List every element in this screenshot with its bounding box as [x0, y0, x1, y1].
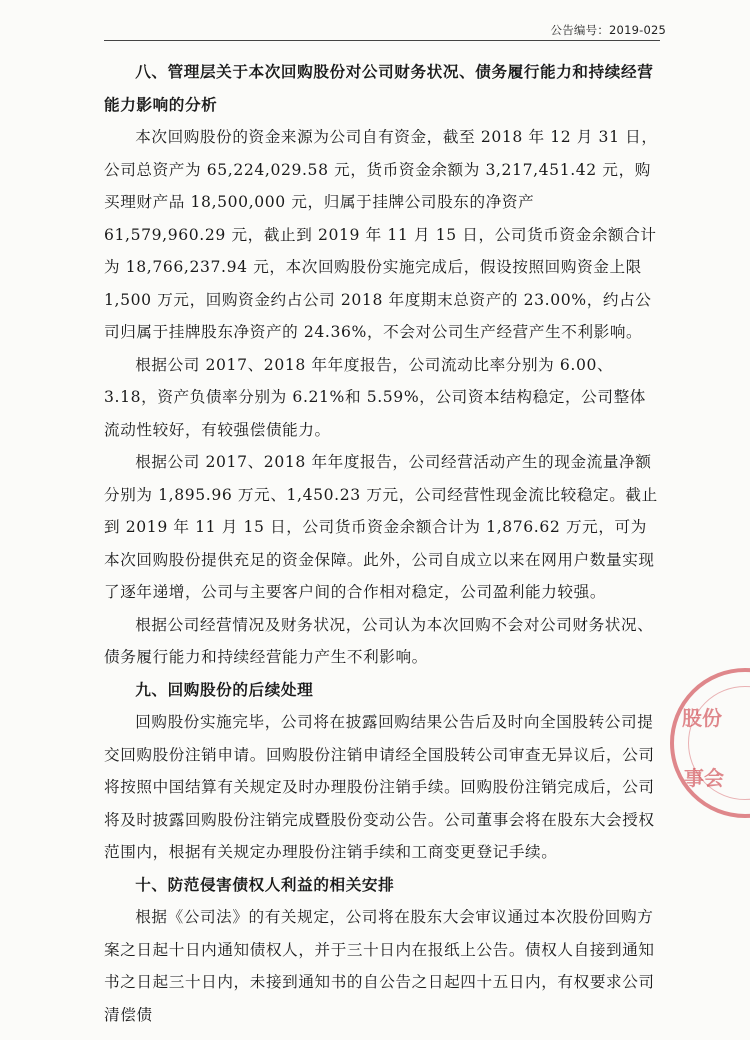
- section-9-title: 九、回购股份的后续处理: [135, 679, 314, 699]
- section-10-paragraph-1: 根据《公司法》的有关规定，公司将在股东大会审议通过本次股份回购方案之日起十日内通知债权人，并于三十日内在报纸上公告。债权人自接到通知书之日起三十日内，未接到通知书的自公告之日起四十五日内，有权要求公司清偿债: [104, 908, 655, 1024]
- section-8-paragraph-1: 本次回购股份的资金来源为公司自有资金，截至 2018 年 12 月 31 日，公司总资产为 65,224,029.58 元，货币资金余额为 3,217,451.42 元，购买理财产品 18,500,000 元，归属于挂牌公司股东的净资产 61,579,960.29 元，截止到 2019 年 11 月 15 日，公司货币资金余额合计为 18,766,237.94 元，本次回购股份实施完成后，假设按照回购资金上限 1,500 万元，回购资金约占公司 2018 年度期末总资产的 23.00%，约占公司归属于挂牌股东净资产的 24.36%，不会对公司生产经营产生不利影响。: [104, 128, 658, 341]
- notice-number: 公告编号：2019-025: [550, 23, 666, 37]
- section-8-paragraph-2: 根据公司 2017、2018 年年度报告，公司流动比率分别为 6.00、3.18，资产负债率分别为 6.21%和 5.59%，公司资本结构稳定，公司整体流动性较好，有较强偿债能力。: [104, 355, 646, 439]
- section-8-title: 八、管理层关于本次回购股份对公司财务状况、债务履行能力和持续经营能力影响的分析: [104, 62, 654, 114]
- document-body: [104, 56, 660, 1031]
- seal-text-bottom: 011: [680, 800, 698, 810]
- section-9-paragraph-1: 回购股份实施完毕，公司将在披露回购结果公告后及时向全国股转公司提交回购股份注销申请。回购股份注销申请经全国股转公司审查无异议后，公司将按照中国结算有关规定及时办理股份注销手续。回购股份注销完成后，公司将及时披露回购股份注销完成暨股份变动公告。公司董事会将在股东大会授权范围内，根据有关规定办理股份注销手续和工商变更登记手续。: [104, 713, 655, 861]
- company-seal: [670, 668, 750, 818]
- header-rule: [104, 40, 660, 41]
- seal-text-top: 股份: [682, 706, 722, 730]
- section-8-paragraph-3: 根据公司 2017、2018 年年度报告，公司经营活动产生的现金流量净额分别为 1,895.96 万元、1,450.23 万元，公司经营性现金流比较稳定。截止到 2019 年 11 月 15 日，公司货币资金余额合计为 1,876.62 万元，可为本次回购股份提供充足的资金保障。此外，公司自成立以来在网用户数量实现了逐年递增，公司与主要客户间的合作相对稳定，公司盈利能力较强。: [104, 453, 658, 601]
- section-8-paragraph-4: 根据公司经营情况及财务状况，公司认为本次回购不会对公司财务状况、债务履行能力和持续经营能力产生不利影响。: [104, 615, 654, 666]
- section-10-title: 十、防范侵害债权人利益的相关安排: [135, 874, 395, 894]
- seal-text-mid: 事会: [684, 766, 724, 790]
